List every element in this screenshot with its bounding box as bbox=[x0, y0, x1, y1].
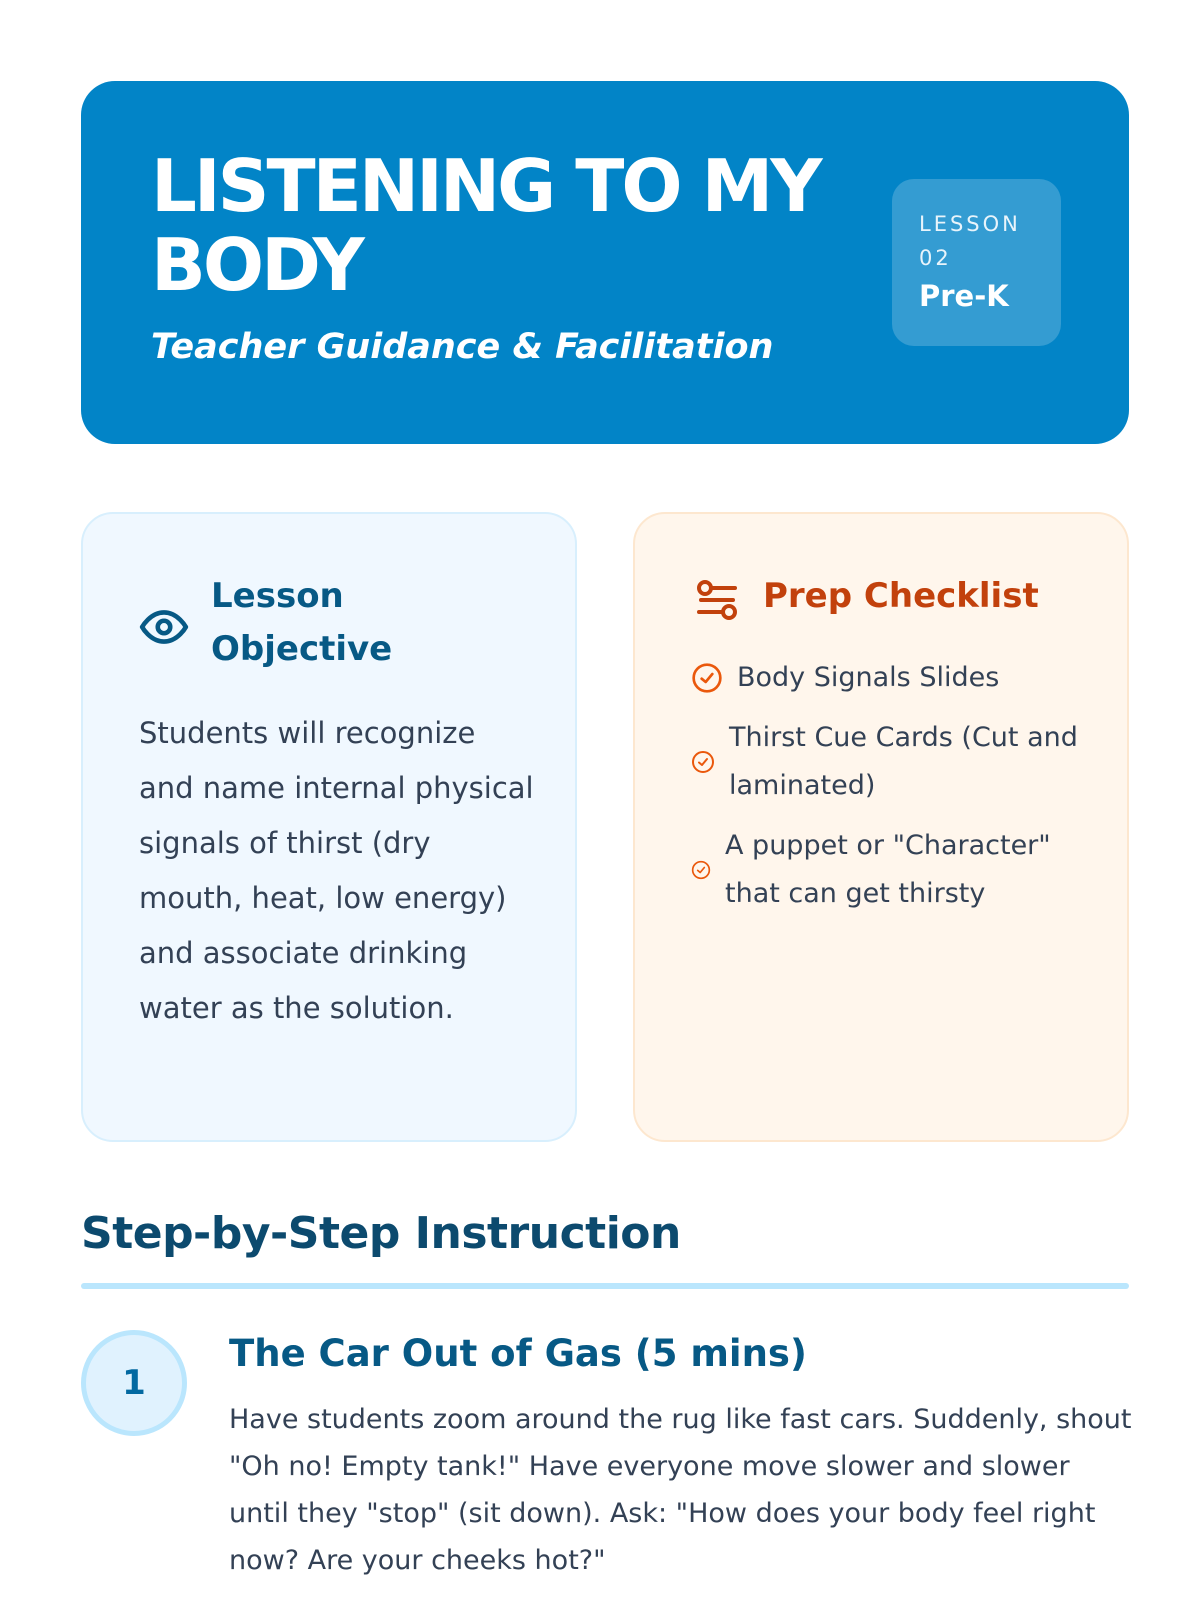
grade-level: Pre-K bbox=[919, 279, 1009, 313]
objective-text: Students will recognize and name internal physical signals of thirst (dry mouth, heat, low energy) and associate drinking water as the solution. bbox=[139, 716, 534, 1025]
section-divider bbox=[81, 1283, 1129, 1289]
lesson-subtitle: Teacher Guidance & Facilitation bbox=[151, 327, 774, 367]
step-number-badge: 1 bbox=[81, 1330, 187, 1436]
step-title: The Car Out of Gas (5 mins) bbox=[229, 1332, 807, 1375]
eye-icon bbox=[139, 602, 189, 652]
check-circle-icon bbox=[691, 750, 715, 774]
checklist-item-label: A puppet or "Character" that can get thirsty bbox=[725, 830, 1051, 909]
sliders-icon bbox=[693, 576, 741, 624]
checklist-item-label: Body Signals Slides bbox=[737, 662, 1000, 693]
checklist-item bbox=[691, 654, 1091, 702]
checklist-item bbox=[691, 714, 1091, 810]
checklist-item-label: Thirst Cue Cards (Cut and laminated) bbox=[729, 722, 1078, 801]
lesson-badge bbox=[892, 179, 1061, 346]
check-circle-icon bbox=[691, 662, 723, 694]
prep-checklist bbox=[691, 654, 1091, 930]
prep-checklist-card bbox=[633, 512, 1129, 1142]
steps-section-title: Step-by-Step Instruction bbox=[81, 1208, 681, 1259]
lesson-number-label: LESSON 02 bbox=[919, 212, 1021, 270]
lesson-title: LISTENING TO MY BODY bbox=[151, 144, 820, 307]
step-description: Have students zoom around the rug like fast cars. Suddenly, shout "Oh no! Empty tank!" Have everyone move slower and slower until they "stop" (sit down). Ask: "How does your body feel right now? Are your cheeks hot?" bbox=[229, 1404, 1132, 1576]
prep-heading: Prep Checklist bbox=[763, 576, 1039, 616]
objective-heading: Lesson Objective bbox=[211, 576, 393, 669]
checklist-item bbox=[691, 822, 1091, 918]
check-circle-icon bbox=[691, 860, 711, 880]
lesson-header bbox=[81, 81, 1129, 444]
lesson-objective-card bbox=[81, 512, 577, 1142]
